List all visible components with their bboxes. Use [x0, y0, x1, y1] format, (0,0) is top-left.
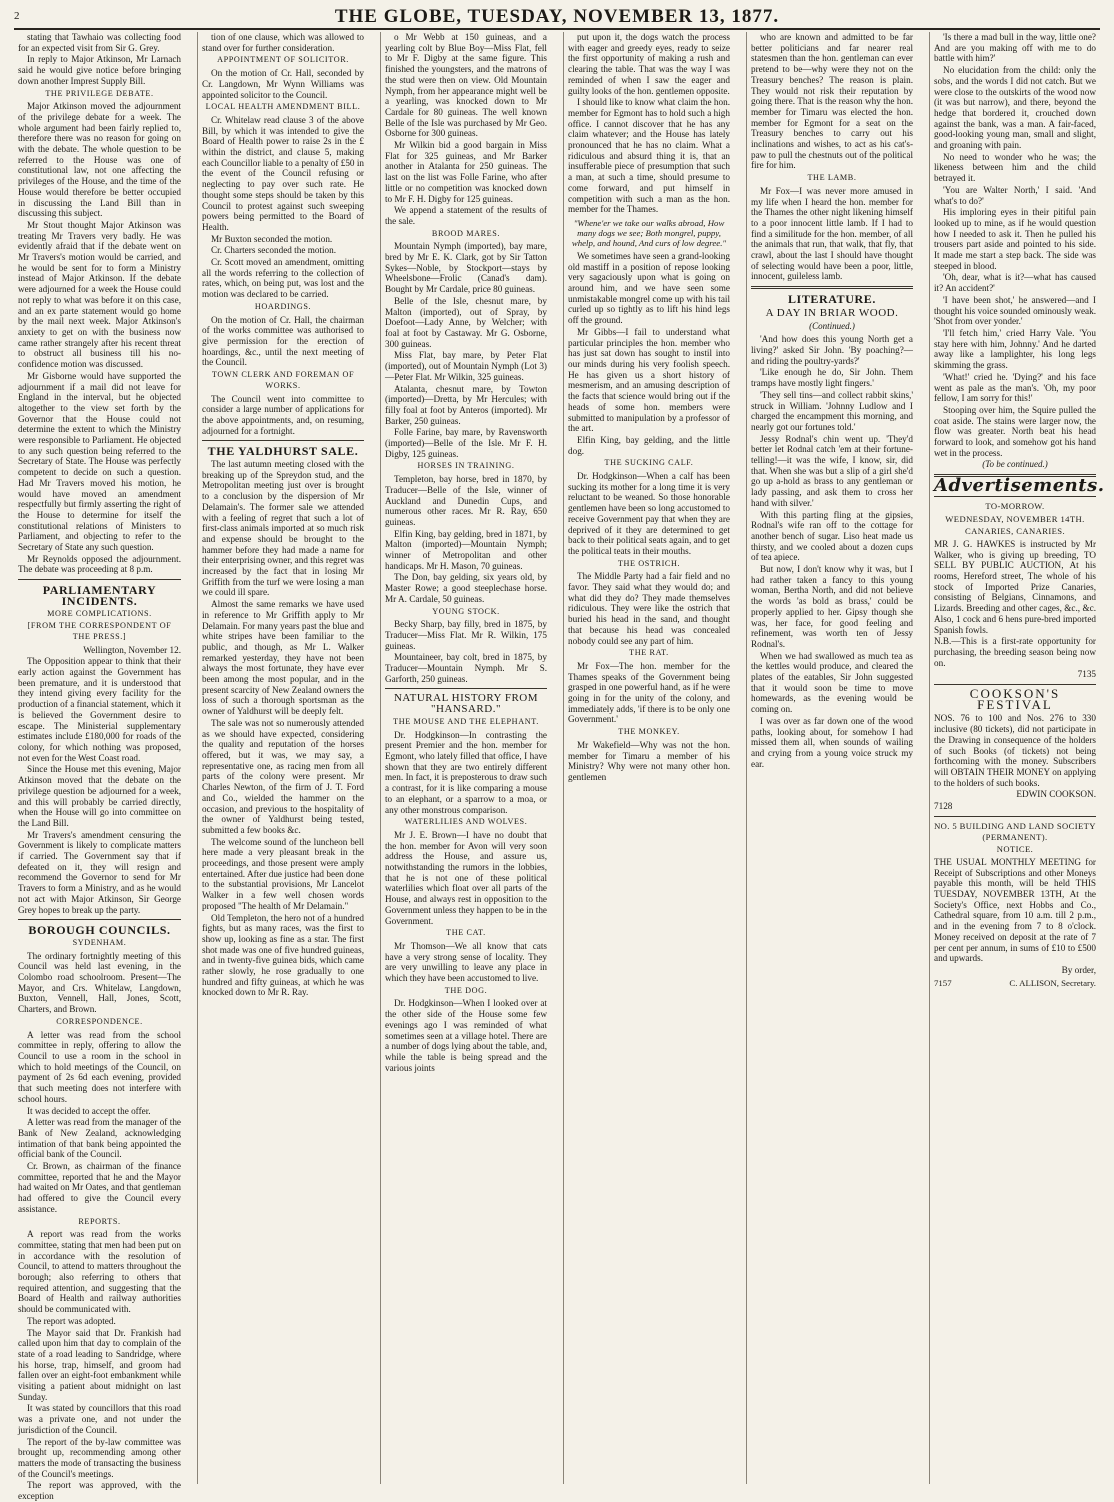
paragraph: Mr Thomson—We all know that cats have a very strong sense of locality. They are very unwilling to leave any place in which they have been accustomed to live. [385, 940, 547, 984]
paragraph: 'Is there a mad bull in the way, little one? And are you making off with me to do battle with him?' [934, 32, 1096, 64]
paragraph: On the motion of Cr. Hall, seconded by Cr. Langdown, Mr Wynn Williams was appointed solicitor to the Council. [202, 68, 364, 100]
paragraph: Mr Travers's amendment censuring the Government is likely to complicate matters if carried. The Government say that if defeated on it, they will resign and recommend the Governor to send for Mr Travers to form a Ministry, and as he would not act with Major Atkinson, Sir George Grey hopes to break up the party. [18, 829, 181, 915]
paragraph: Cr. Charters seconded the motion. [211, 245, 337, 256]
ad-number: 7135 [1077, 669, 1096, 680]
divider [934, 816, 1096, 817]
paragraph: We sometimes have seen a grand-looking old mastiff in a position of repose looking very sagaciously upon what is going on around him, and we have seen some unmistakable mongrel come up with his tail curled up so tightly as to lift his hind legs off the ground. [568, 250, 730, 326]
ad-number: 7128 [934, 801, 953, 812]
divider [202, 440, 364, 441]
paragraph: Mountaineer, bay colt, bred in 1875, by Traducer—Mountain Nymph. Mr S. Garforth, 250 guineas. [385, 652, 547, 684]
subheading: REPORTS. [78, 1216, 121, 1226]
to-be-continued-note: (To be continued.) [982, 459, 1048, 470]
column-3 [380, 32, 551, 1484]
paragraph: 'I'll fetch him,' cried Harry Vale. 'You stay here with him, Johnny.' And he darted away like a lamplighter, his long legs skimming the grass. [934, 327, 1096, 371]
story-title: A DAY IN BRIAR WOOD. [765, 306, 899, 319]
ad-day: TO-MORROW. [985, 500, 1045, 511]
ad-signature: C. ALLISON, Secretary. [1009, 977, 1096, 988]
ad-subheading: NOTICE. [996, 844, 1034, 855]
column-6 [929, 32, 1105, 1484]
page-number: 2 [14, 10, 20, 22]
paragraph: The welcome sound of the luncheon bell here made a very pleasant break in the proceedings, and those present were amply entertained. After due justice had been done to the substantial provisions, Mr Lancelot Walker in a few well chosen words proposed "The health of Mr Delamain." [202, 836, 364, 911]
paragraph: Templeton, bay horse, bred in 1870, by Traducer—Belle of the Isle, winner of Auckland and Dunedin Cups, and numerous other races. Mr R. Ray, 650 guineas. [385, 474, 547, 527]
section-heading: PARLIAMENTARY INCIDENTS. [42, 583, 157, 608]
continued-note: (Continued.) [809, 320, 855, 331]
paragraph: The report of the by-law committee was brought up, recommending among other matters the mode of transacting the business of the Council's meetings. [18, 1436, 181, 1479]
paragraph: Dr. Hodgkinson—In contrasting the present Premier and the hon. member for Egmont, who lately filled that office, I have shown that they are two entirely different men. In fact, it is preposterous to draw such a contrast, for it is like comparing a mouse to an elephant, or a sparrow to a moa, or any other monstrous comparison. [385, 729, 547, 815]
paragraph: Almost the same remarks we have used in reference to Mr Griffith apply to Mr Delamain. For many years past the blue and white stripes have been familiar to the public, and though, as Mr L. Walker remarked yesterday, they have not been always the most fortunate, they have ever been among the most popular, and in the present scarcity of New Zealand owners the loss of such a thorough sportsman as the owner of Yaldhurst will be deeply felt. [202, 599, 364, 717]
paragraph: The last autumn meeting closed with the breaking up of the Spreydon stud, and the Metropolitan meeting just over is brought to a conclusion by the dispersion of Mr Delamain's. The former sale we attended with a feeling of regret that such a lot of first-class animals imported at so much risk and expense should be brought to the hammer before they had made a name for their enterprising owner, and this regret was increased by the fact that in losing Mr Griffith from the turf we were losing a man we could ill spare. [202, 459, 364, 598]
paragraph: Mr Wakefield—Why was not the hon. member for Timaru a member of his Ministry? Why were not many other hon. gentlemen [568, 739, 730, 782]
subheading: APPOINTMENT OF SOLICITOR. [217, 55, 349, 65]
column-1 [14, 32, 185, 1502]
paragraph: Elfin King, bay gelding, and the little dog. [568, 434, 730, 456]
subheading: CORRESPONDENCE. [56, 1016, 143, 1026]
paragraph: The report was approved, with the exception [18, 1480, 181, 1502]
divider [18, 579, 181, 580]
ad-heading: NO. 5 BUILDING AND LAND SOCIETY (PERMANENT). [934, 820, 1096, 842]
byline: [FROM THE CORRESPONDENT OF THE PRESS.] [27, 621, 172, 641]
subheading: BROOD MARES. [431, 228, 501, 238]
subheading: THE MONKEY. [618, 727, 680, 737]
paragraph: o Mr Webb at 150 guineas, and a yearling colt by Blue Boy—Miss Flat, fell to Mr F. Digby at the same figure. This finished the youngsters, and the matrons of the stud were then on view. Old Mountain Nymph, from her appearance might well be a yearling, was knocked down to Mr Cardale for 80 guineas. The well known Belle of the Isle was purchased by Mr Geo. Osborne for 300 guineas. [385, 32, 547, 139]
paragraph: Old Templeton, the hero not of a hundred fights, but as many races, was the first to show up, looking as fine as a star. The first shot made was one of five hundred guineas, and in twenty-five guinea bids, which came rather slowly, he rose gradually to one hundred and fifty guineas, at which he was knocked down to Mr R. Ray. [202, 912, 364, 998]
paragraph: Since the House met this evening, Major Atkinson moved that the debate on the privilege question be adjourned for a week, and this will probably be carried directly, when the House will go into committee on the Land Bill. [18, 764, 181, 828]
dateline: Wellington, November 12. [83, 644, 181, 655]
paragraph: I was over as far down one of the wood paths, looking about, for somehow I had missed them all, when sounds of wailing and crying from a young voice struck my ear. [751, 715, 913, 769]
paragraph: Mr Reynolds opposed the adjournment. The debate was proceeding at 8 p.m. [18, 553, 181, 575]
advertisement-canaries [934, 501, 1096, 680]
subheading: THE SUCKING CALF. [604, 458, 694, 468]
paragraph: Mr Stout thought Major Atkinson was treating Mr Travers very badly. He was evidently afraid that if the debate went on Mr Travers's motion would be carried, and he would be sent for to form a Ministry instead of Major Atkinson. If the debate were adjourned for a week the House could not reply to what was before it on this case, and an ex parte statement would go home by the mail next week. Major Atkinson's anxiety to get on with the business now came rather strangely after his recent threat to obstruct all business till his no-confidence motion was discussed. [18, 219, 181, 370]
column-5 [746, 32, 917, 1484]
subheading: WATERLILIES AND WOLVES. [404, 817, 528, 827]
advertisement-building-society [934, 821, 1096, 989]
subheading: THE LAMB. [807, 173, 857, 183]
paragraph: Belle of the Isle, chesnut mare, by Malton (imported), out of Spray, by Doefoot—Lady Anne, by Welcher; with foal at foot by Castaway. Mr G. Osborne, 300 guineas. [385, 295, 547, 349]
subheading: THE DOG. [444, 985, 488, 995]
subheading: YOUNG STOCK. [432, 606, 500, 616]
section-heading: LITERATURE. [787, 292, 877, 307]
newspaper-title: THE GLOBE, TUESDAY, NOVEMBER 13, 1877. [334, 6, 780, 27]
subheading: HOARDINGS. [254, 301, 312, 311]
ad-order-line: By order, [1061, 964, 1096, 975]
subheading: THE PRIVILEGE DEBATE. [45, 88, 154, 98]
paragraph: 'Like enough he do, Sir John. Them tramps have mostly light fingers.' [751, 367, 913, 389]
divider [18, 919, 181, 920]
ad-number: 7157 [934, 977, 952, 988]
paragraph: 'They sell tins—and collect rabbit skins,' struck in William. 'Johnny Ludlow and I charged the encampment this morning, and nearly got our fortunes told.' [751, 389, 913, 432]
advertisement-festival [934, 686, 1096, 812]
paragraph: The Mayor said that Dr. Frankish had called upon him that day to complain of the state of a road leading to Sandridge, where his horse, trap, himself, and groom had fallen over an eight-foot embankment while visiting a patient about midnight on last Sunday. [18, 1327, 181, 1402]
paragraph: The report was adopted. [27, 1315, 116, 1326]
paragraph: who are known and admitted to be far better politicians and far nearer real statesmen than the hon. gentleman can ever pretend to be—why were they not on the Treasury benches? The reason is plain. They would not risk their reputation by going there. That is the reason why the hon. member for Timaru was elected the hon. member for Egmont for a seat on the Treasury benches to carry out his inclinations and wishes, to act as his cat's-paw to pull the chestnuts out of the political fire for him. [751, 32, 913, 171]
divider [751, 286, 913, 289]
paragraph: We append a statement of the results of the sale. [385, 205, 547, 226]
ad-body: THE USUAL MONTHLY MEETING for Receipt of Subscriptions and other Moneys payable this month, will be held THIS TUESDAY, NOVEMBER 13TH, At the Society's Office, next Hobbs and Co., Cathedral square, from 10 a.m. till 2 p.m., and in the evening from 7 to 8 o'clock. Money received on deposit at the rate of 7 per cent per annum, in sums of £10 to £500 and upwards. [934, 856, 1096, 964]
section-heading: THE YALDHURST SALE. [207, 444, 359, 459]
paragraph: 'What!' cried he. 'Dying?' and his face went as pale as the man's. 'Oh, my poor fellow, I am sorry for this!' [934, 371, 1096, 404]
paragraph: It was stated by councillors that this road was a private one, and not under the jurisdiction of the Council. [18, 1403, 181, 1435]
ad-note: N.B.—This is a first-rate opportunity for purchasing, the breeding season being now on. [934, 636, 1096, 668]
paragraph: A letter was read from the school committee in reply, offering to allow the Council to use a room in the school in which to hold meetings of the Council, on payment of 2s 6d each evening, provided that such meeting does not interfere with school hours. [18, 1029, 181, 1104]
paragraph: In reply to Major Atkinson, Mr Larnach said he would give notice before bringing down another Imprest Supply Bill. [18, 54, 181, 86]
ad-body: MR J. G. HAWKES is instructed by Mr Walker, who is giving up breeding, TO SELL BY PUBLIC AUCTION, At his rooms, Hereford street, The whole of his stock of Imported Prize Canaries, consisting of Belgians, Cinnamons, and Lizards. Breeding and other cages, &c., &c. Also, 1 cock and 6 hens pure-bred imported Spanish fowls. [934, 538, 1096, 635]
paragraph: But now, I don't know why it was, but I had rather taken a fancy to this young woman, Bertha North, and did not believe the words 'as bold as brass,' could be properly applied to her. Gipsy though she was, her face, for good feeling and refinement, was worth ten of Jessy Rodnal's. [751, 564, 913, 649]
ad-heading: CANARIES, CANARIES. [965, 526, 1065, 537]
section-heading: BOROUGH COUNCILS. [28, 923, 171, 938]
paragraph: Atalanta, chesnut mare, by Towton (imported)—Dretta, by Mr Hercules; with filly foal at foot by Anteros (imported). Mr Barker, 250 guineas. [385, 383, 547, 426]
paragraph: Dr. Hodgkinson—When a calf has been sucking its mother for a long time it is very reluctant to be weaned. So those honorable gentlemen have been so long accustomed to receive Government pay that when they are deprived of it they are determined to get back to their political seats again, and to get the political teats in their mouths. [568, 471, 730, 556]
paragraph: On the motion of Cr. Hall, the chairman of the works committee was authorised to give permission for the erection of hoardings, &c., until the next meeting of the Council. [202, 314, 364, 368]
subheading: MORE COMPLICATIONS. [47, 608, 152, 618]
paragraph: The Council went into committee to consider a large number of applications for the above appointments, and, on resuming, adjourned for a fortnight. [202, 393, 364, 436]
subheading: THE CAT. [446, 928, 486, 938]
paragraph: Becky Sharp, bay filly, bred in 1875, by Traducer—Miss Flat. Mr R. Wilkin, 175 guineas. [385, 619, 547, 651]
paragraph: Cr. Scott moved an amendment, omitting all the words referring to the collection of rates, which, on being put, was lost and the motion was declared to be carried. [202, 257, 364, 300]
paragraph: I should like to know what claim the hon. member for Egmont has to hold such a high office. I cannot discover that he has any claim whatever; and the House has lately pronounced that he has no claim. What a ridiculous and absurd thing it is, that an insufferable piece of presumption that such a man, at such a time, should presume to come forward, and put himself in competition with such a man as the hon. member for the Thames. [568, 97, 730, 215]
divider [934, 684, 1096, 685]
paragraph: With this parting fling at the gipsies, Rodnal's wife ran off to the cottage for another bench of sugar. Liso heat made us thirsty, and we cooled about a dozen cups of tea apiece. [751, 509, 913, 563]
ad-signature: EDWIN COOKSON. [1016, 789, 1096, 800]
subheading: THE MOUSE AND THE ELEPHANT. [393, 716, 539, 726]
advertisements-heading: Advertisements. [934, 475, 1105, 497]
paragraph: Dr. Hodgkinson—When I looked over at the other side of the House some few evenings ago I was reminded of what sometimes seen at a village hotel. There are a number of dogs lying about the table, and, while the table is being spread and the various joints [385, 998, 547, 1073]
paragraph: Cr. Brown, as chairman of the finance committee, reported that he and the Mayor had waited on Mr Oates, and that gentleman had offered to give the Council every assistance. [18, 1161, 181, 1214]
column-2 [197, 32, 368, 1484]
ad-heading: COOKSON'S FESTIVAL [969, 686, 1061, 712]
subheading: HORSES IN TRAINING. [417, 461, 515, 471]
paragraph: Cr. Whitelaw read clause 3 of the above Bill, by which it was intended to give the Board of Health power to raise 2s in the £ within the district, and clause 5, making each Councillor liable to a penalty of £50 in the event of the Council refusing or neglecting to pay over such rate. He thought some steps should be taken by this Council to protest against such sweeping powers being permitted to the Board of Health. [202, 114, 364, 232]
paragraph: put upon it, the dogs watch the process with eager and greedy eyes, ready to seize the first opportunity of making a rush and clearing the table. That was the way I was reminded of when I saw the eager and guilty looks of the hon. gentlemen opposite. [568, 32, 730, 96]
subheading: TOWN CLERK AND FOREMAN OF WORKS. [211, 370, 355, 390]
paragraph: The Middle Party had a fair field and no favor. They said what they would do; and what did they do? They made themselves ridiculous. They were like the ostrich that buried his head in the sand, and thought that because his head was concealed nobody could see any part of him. [568, 571, 730, 646]
ad-footer [934, 978, 1096, 989]
paragraph: Mr Gibbs—I fail to understand what particular principles the hon. member who has just sat down has sought to instil into our minds during his very foolish speech. He has given us a short history of mesmerism, and an amusing description of the facts that science would bring out if the heads of some hon. members were submitted to manipulation by a professor of the art. [568, 326, 730, 434]
page-columns [14, 32, 1105, 1502]
paragraph: The Opposition appear to think that their early action against the Government has been premature, and it is understood that they intend giving every facility for the production of a financial statement, which it is believed the Government desire to escape. The Ministerial supplementary estimates include £180,000 for roads of the colony, for which nothing was proposed, not even for the West Coast road. [18, 656, 181, 763]
paragraph: Mr Fox—The hon. member for the Thames speaks of the Government being grasped in one powerful hand, as if he were going in for the unity of the colony, and immediately adds, 'if there is to be only one Government.' [568, 660, 730, 725]
paragraph: 'Oh, dear, what is it?—what has caused it? An accident?' [934, 272, 1096, 294]
paragraph: stating that Tawhaio was collecting food for an expected visit from Sir G. Grey. [18, 32, 181, 53]
paragraph: A report was read from the works committee, stating that men had been put on in accordance with the resolution of Council, to attend to matters throughout the borough; also referring to others that required attention, and suggesting that the Board of Health and railway authorities should be communicated with. [18, 1229, 181, 1315]
paragraph: A letter was read from the manager of the Bank of New Zealand, acknowledging intimation of that bank being appointed the official bank of the Council. [18, 1117, 181, 1160]
paragraph: Miss Flat, bay mare, by Peter Flat (imported), out of Mountain Nymph (Lot 3)—Peter Flat. Mr Wilkin, 325 guineas. [385, 350, 547, 382]
verse-quote: "Whene'er we take our walks abroad, How many dogs we see; Both mongrel, puppy, whelp, and hound, And curs of low degree." [571, 217, 727, 248]
paragraph: No need to wonder who he was; the likeness between him and the child betrayed it. [934, 151, 1096, 184]
paragraph: Jessy Rodnal's chin went up. 'They'd better let Rodnal catch 'em at their fortune-telling!—it was the wife, I know, sir, did that. When she was but a slip of a girl she'd go up a-hold as brass to any gentleman or lady passing, and ask them to cross her hand with silver.' [751, 433, 913, 508]
masthead [14, 6, 1100, 30]
paragraph: Mr Gisborne would have supported the adjournment if a mail did not leave for England in the interval, but he objected altogether to the view set forth by the Governor that the House could not determine the extent to which the Ministry were responsible to Parliament. He objected to any such question being referred to the Secretary of State. The House was perfectly competent to decide on such a question. Had Mr Travers moved his motion, he would have moved an amendment respectfully but firmly asserting the right of the House to determine for itself the constitutional relations of Ministers to Parliament, and objecting to refer to the Secretary of State any such question. [18, 370, 181, 553]
subheading: THE RAT. [629, 648, 669, 658]
paragraph: The ordinary fortnightly meeting of this Council was held last evening, in the Colombo road schoolroom. Present—The Mayor, and Crs. Whitelaw, Langdown, Buxton, Vennell, Hall, Jones, Scott, Charters, and Brown. [18, 950, 181, 1015]
paragraph: When we had swallowed as much tea as the kettles would produce, and cleared the plates of the eatables, Sir John suggested that it would soon be time to move homewards, as the evening would be coming on. [751, 650, 913, 715]
paragraph: Mr Fox—I was never more amused in my life when I heard the hon. member for the Thames the other night likening himself to a poor innocent little lamb. If I had to find a similitude for the hon. member, of all the animals that run, that walk, that fly, that crawl, about the last I should have thought of selecting would have been a poor, little, innocent, guileless lamb. [751, 185, 913, 282]
ad-body: NOS. 76 to 100 and Nos. 276 to 330 inclusive (80 tickets), did not participate in the Drawing in consequence of the holders of such Books (of tickets) not being forthcoming with the money. Subscribers will OBTAIN THEIR MONEY on applying to the holders of such books. [934, 713, 1096, 788]
paragraph: 'I have been shot,' he answered—and I thought his voice sounded ominously weak. 'Shot from over yonder.' [934, 294, 1096, 327]
paragraph: 'You are Walter North,' I said. 'And what's to do?' [934, 184, 1096, 206]
subheading: THE OSTRICH. [617, 558, 681, 568]
paragraph: Folle Farine, bay mare, by Ravensworth (imported)—Belle of the Isle. Mr F. H. Digby, 125 guineas. [385, 427, 547, 459]
divider [385, 688, 547, 689]
paragraph: tion of one clause, which was allowed to stand over for further consideration. [202, 32, 364, 53]
paragraph: 'And how does this young North get a living?' asked Sir John. 'By poaching?—and riding the poultry-yards?' [751, 334, 913, 366]
ad-date: WEDNESDAY, NOVEMBER 14TH. [945, 513, 1085, 524]
paragraph: Mr J. E. Brown—I have no doubt that the hon. member for Avon will very soon address the House, and assure us, notwithstanding the rumors in the lobbies, that he is not one of these political waterlilies which float over all parts of the House, and always rest in opposition to the Government unless they happen to be in the Government. [385, 829, 547, 926]
subheading: LOCAL HEALTH AMENDMENT BILL. [205, 102, 361, 112]
paragraph: Mr Buxton seconded the motion. [211, 233, 333, 244]
column-4 [563, 32, 734, 1484]
paragraph: Mountain Nymph (imported), bay mare, bred by Mr E. K. Clark, got by Sir Tatton Sykes—Noble, by Stockport—stays by Wheelsbone—Frolic (Canad's dam). Bought by Mr Cardale, price 80 guineas. [385, 241, 547, 295]
paragraph: Stooping over him, the Squire pulled the coat aside. The stains were larger now, the flow was greater. North beat his head forward to look, and somehow got his hand wet in the process. [934, 404, 1096, 458]
subheading: SYDENHAM. [72, 937, 127, 947]
paragraph: Elfin King, bay gelding, bred in 1871, by Malton (imported)—Mountain Nymph; winner of Metropolitan and other handicaps. Mr H. Mason, 70 guineas. [385, 528, 547, 571]
paragraph: His imploring eyes in their pitiful pain looked up to mine, as if he would question how I needed to ask it. Then he pulled his trousers part aside and pointed to his side. It made me start a step back. The side was steeped in blood. [934, 207, 1096, 271]
paragraph: Mr Wilkin bid a good bargain in Miss Flat for 325 guineas, and Mr Barker another in Atalanta for 250 guineas. The last on the list was Folle Farine, who after little or no competition was knocked down to Mr F. H. Digby for 125 guineas. [385, 140, 547, 204]
paragraph: The sale was not so numerously attended as we should have expected, considering the quality and reputation of the horses offered, but it was, we may say, a representative one, as racing men from all parts of the colony were present. Mr Charles Newton, of the firm of J. T. Ford and Co., wielded the hammer on the occasion, and previous to the hospitality of the owner of Yaldhurst being tested, submitted a few books &c. [202, 717, 364, 835]
paragraph: It was decided to accept the offer. [27, 1105, 151, 1116]
paragraph: The Don, bay gelding, six years old, by Master Rowe; a good steeplechase horse. Mr A. Cardale, 50 guineas. [385, 572, 547, 604]
paragraph: No elucidation from the child: only the sobs, and the words I did not catch. But we were close to the outskirts of the wood now (it was but narrow), and there, beyond the hedge that bordered it, crouched down against the bank, was a man. A fair-faced, good-looking young man, small and slight, and groaning with pain. [934, 65, 1096, 151]
section-heading: NATURAL HISTORY FROM "HANSARD." [393, 692, 539, 716]
paragraph: Major Atkinson moved the adjournment of the privilege debate for a week. The whole argument had been fairly replied to, therefore there was no reason for going on with the debate. The whole question to be referred to the House was one of constitutional law, not one affecting the privileges of the House, and the time of the House would therefore be better occupied in discussing the Land Bill than in discussing this subject. [18, 101, 181, 219]
